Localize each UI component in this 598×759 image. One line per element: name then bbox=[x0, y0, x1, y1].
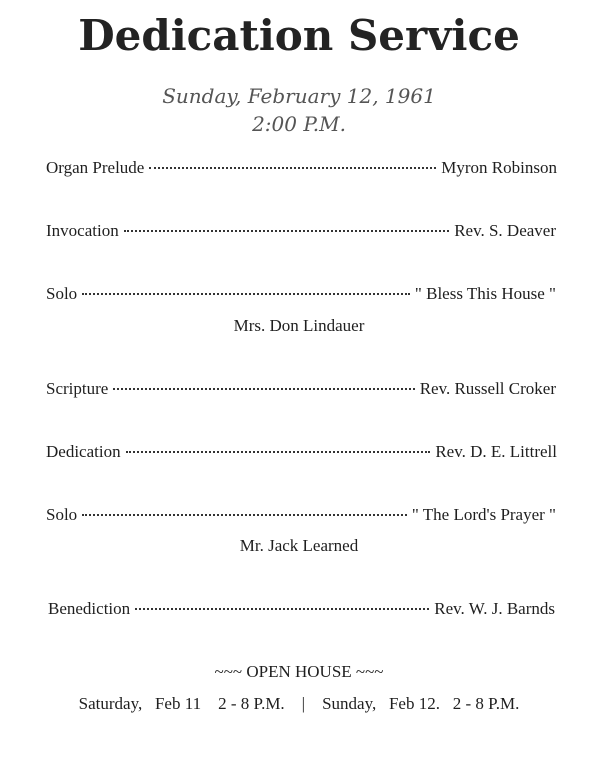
dot-leader bbox=[82, 514, 407, 516]
open-house-heading: ~~~ OPEN HOUSE ~~~ bbox=[214, 662, 384, 681]
service-date: Sunday, February 12, 1961 bbox=[162, 84, 436, 108]
program-row-invocation bbox=[46, 220, 556, 242]
program-part: Scripture bbox=[46, 379, 109, 398]
program-leader: Rev. W. J. Barnds bbox=[434, 599, 555, 618]
program-leader: " The Lord's Prayer " bbox=[411, 505, 556, 524]
program-leader: Myron Robinson bbox=[441, 158, 557, 177]
program-part: Solo bbox=[46, 505, 78, 524]
solo-performer: Mrs. Don Lindauer bbox=[233, 316, 365, 335]
program-row-scripture bbox=[46, 378, 556, 400]
program-part: Invocation bbox=[46, 221, 119, 240]
dot-leader bbox=[149, 167, 436, 169]
program-row-solo-1 bbox=[46, 283, 556, 305]
open-house-schedule: Saturday, Feb 11 2 - 8 P.M. | Sunday, Feb 12. 2 - 8 P.M. bbox=[78, 694, 520, 713]
program-leader: Rev. D. E. Littrell bbox=[435, 442, 557, 461]
dot-leader bbox=[126, 451, 431, 453]
page-title: Dedication Service bbox=[78, 11, 520, 60]
program-row-solo-2 bbox=[46, 504, 556, 526]
program-part: Organ Prelude bbox=[46, 158, 145, 177]
program-leader: " Bless This House " bbox=[414, 284, 556, 303]
program-part: Dedication bbox=[46, 442, 121, 461]
program-row-organ-prelude bbox=[46, 157, 557, 179]
program-leader: Rev. Russell Croker bbox=[419, 379, 556, 398]
dot-leader bbox=[124, 230, 449, 232]
dot-leader bbox=[135, 608, 429, 610]
dot-leader bbox=[82, 293, 410, 295]
dot-leader bbox=[113, 388, 414, 390]
program-row-dedication bbox=[46, 441, 557, 463]
program-leader: Rev. S. Deaver bbox=[454, 221, 556, 240]
service-time: 2:00 P.M. bbox=[252, 112, 346, 136]
program-row-benediction bbox=[48, 598, 555, 620]
program-part: Solo bbox=[46, 284, 78, 303]
program-part: Benediction bbox=[48, 599, 131, 618]
solo-performer: Mr. Jack Learned bbox=[239, 536, 359, 555]
